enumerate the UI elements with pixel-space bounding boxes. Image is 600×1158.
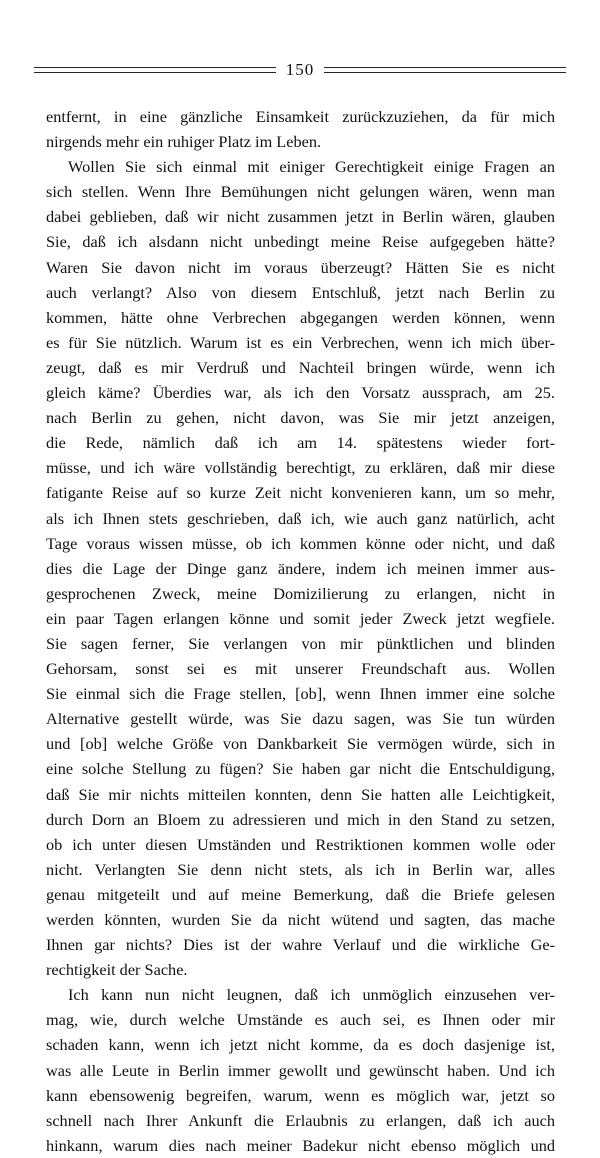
text-line: Alternative gestellt würde, was Sie dazu sagen, was Sie tun würden [46,709,555,729]
body-text [46,104,555,1158]
text-line: genau mitgeteilt und auf meine Bemerkung, daß die Briefe gelesen [46,884,555,904]
text-line: Ich kann nun nicht leugnen, daß ich unmöglich einzusehen ver- [68,985,555,1005]
text-line: Tage voraus wissen müsse, ob ich kommen könne oder nicht, und daß [46,533,555,553]
text-line: Gehorsam, sonst sei es mit unserer Freundschaft aus. Wollen [46,659,555,679]
text-line: fatigante Reise auf so kurze Zeit nicht konvenieren kann, um so mehr, [46,483,555,503]
text-line: gleich käme? Überdies war, als ich den Vorsatz aussprach, am 25. [46,383,555,403]
text-line: hinkann, warum dies nach meiner Badekur nicht ebenso möglich und [46,1135,555,1155]
text-line: nirgends mehr ein ruhiger Platz im Leben. [46,132,322,152]
text-line: nach Berlin zu gehen, nicht davon, was Sie mir jetzt anzeigen, [46,408,555,428]
text-line: auch verlangt? Also von diesem Entschluß, jetzt nach Berlin zu [46,282,555,302]
text-line: gesprochenen Zweck, meine Domizilierung zu erlangen, nicht in [46,583,555,603]
page-header [34,58,566,82]
text-line: die Rede, nämlich daß ich am 14. spätestens wieder fort- [46,433,555,453]
text-line: Sie, daß ich alsdann nicht unbedingt meine Reise aufgegeben hätte? [46,232,555,252]
text-line: zeugt, daß es mir Verdruß und Nachteil bringen würde, wenn ich [46,357,555,377]
text-line: werden könnten, wurden Sie da nicht wütend und sagten, das mache [46,910,555,929]
text-line: es für Sie nützlich. Warum ist es ein Verbrechen, wenn ich mich über- [46,332,555,352]
header-rule-right [324,67,566,73]
text-line: ein paar Tagen erlangen könne und somit jeder Zweck jetzt wegfiele. [46,608,555,628]
text-line: kann ebensowenig begreifen, warum, wenn es möglich war, jetzt so [46,1085,555,1105]
text-line: Sie sagen ferner, Sie verlangen von mir pünktlichen und blinden [46,633,555,653]
text-line: schaden kann, wenn ich jetzt nicht komme, da es doch dasjenige ist, [46,1035,555,1055]
text-line: rechtigkeit der Sache. [46,960,188,980]
text-line: kommen, hätte ohne Verbrechen abgegangen werden können, wenn [46,307,555,327]
text-line: Wollen Sie sich einmal mit einiger Gerechtigkeit einige Fragen an [68,157,555,177]
text-line: mag, wie, durch welche Umstände es auch sei, es Ihnen oder mir [46,1010,555,1030]
text-line: Sie einmal sich die Frage stellen, [ob], wenn Ihnen immer eine solche [46,684,555,704]
text-line: entfernt, in eine gänzliche Einsamkeit zurückzuziehen, da für mich [46,107,555,126]
text-line: sich stellen. Wenn Ihre Bemühungen nicht gelungen wären, wenn man [46,182,555,202]
text-line: dies die Lage der Dinge ganz ändere, indem ich meinen immer aus- [46,558,555,578]
text-line: Waren Sie davon nicht im voraus überzeugt? Hätten Sie es nicht [46,257,555,277]
text-line: was alle Leute in Berlin immer gewollt und gewünscht haben. Und ich [46,1060,555,1080]
text-line: als ich Ihnen stets geschrieben, daß ich, wie auch ganz natürlich, acht [46,508,555,528]
text-line: ob ich unter diesen Umständen und Restriktionen kommen wolle oder [46,834,555,854]
text-line: durch Dorn an Bloem zu adressieren und mich in den Stand zu setzen, [46,809,555,829]
text-line: schnell nach Ihrer Ankunft die Erlaubnis zu erlangen, daß ich auch [46,1110,555,1130]
text-line: Ihnen gar nichts? Dies ist der wahre Verlauf und die wirkliche Ge- [46,935,555,955]
page-number: 150 [285,60,315,79]
text-line: und [ob] welche Größe von Dankbarkeit Sie vermögen würde, sich in [46,734,555,754]
text-line: müsse, und ich wäre vollständig berechtigt, zu erklären, daß mir diese [46,458,555,478]
text-line: dabei geblieben, daß wir nicht zusammen jetzt in Berlin wären, glauben [46,207,555,227]
text-line: nicht. Verlangten Sie denn nicht stets, als ich in Berlin war, alles [46,859,555,879]
text-line: daß Sie mir nichts mitteilen konnten, denn Sie hatten alle Leichtigkeit, [46,784,555,804]
header-rule-left [34,67,276,73]
text-line: eine solche Stellung zu fügen? Sie haben gar nicht die Entschuldigung, [46,759,555,779]
